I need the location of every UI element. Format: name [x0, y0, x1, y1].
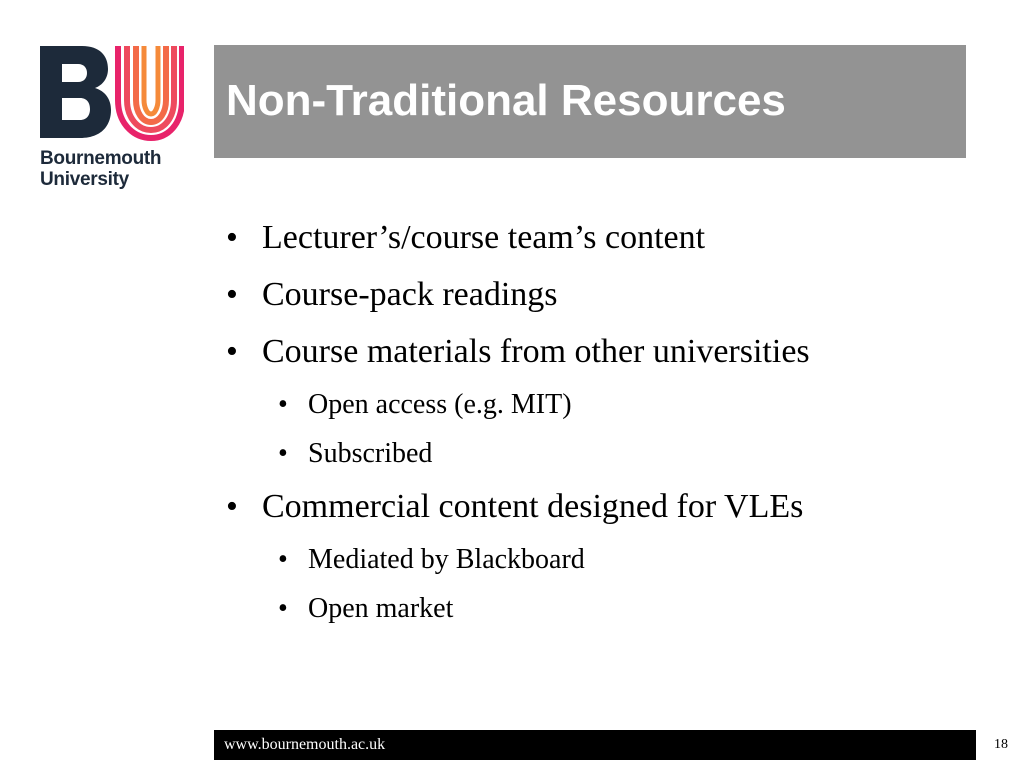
bullet-course-materials: • Course materials from other universities	[224, 328, 984, 376]
footer-url: www.bournemouth.ac.uk	[224, 736, 386, 753]
footer-bar	[214, 730, 976, 760]
bullet-list	[224, 214, 984, 638]
logo-wordmark	[40, 148, 161, 190]
bullet-course-pack-readings: • Course-pack readings	[224, 271, 984, 319]
sub-bullet-subscribed: • Subscribed	[224, 434, 984, 474]
page-number: 18	[994, 737, 1008, 752]
slide-title: Non-Traditional Resources	[226, 76, 786, 125]
bu-logo-mark-icon	[38, 42, 184, 142]
bullet-lecturer-content: • Lecturer’s/course team’s content	[224, 214, 984, 262]
logo-name-line2: University	[40, 169, 129, 190]
sub-bullet-mediated-by-blackboard: • Mediated by Blackboard	[224, 540, 984, 580]
title-bar	[214, 45, 966, 158]
logo-name-line1: Bournemouth	[40, 148, 162, 169]
bournemouth-university-logo	[38, 42, 188, 197]
sub-bullet-open-market: • Open market	[224, 589, 984, 629]
bullet-commercial-content: • Commercial content designed for VLEs	[224, 483, 984, 531]
sub-bullet-open-access: • Open access (e.g. MIT)	[224, 385, 984, 425]
